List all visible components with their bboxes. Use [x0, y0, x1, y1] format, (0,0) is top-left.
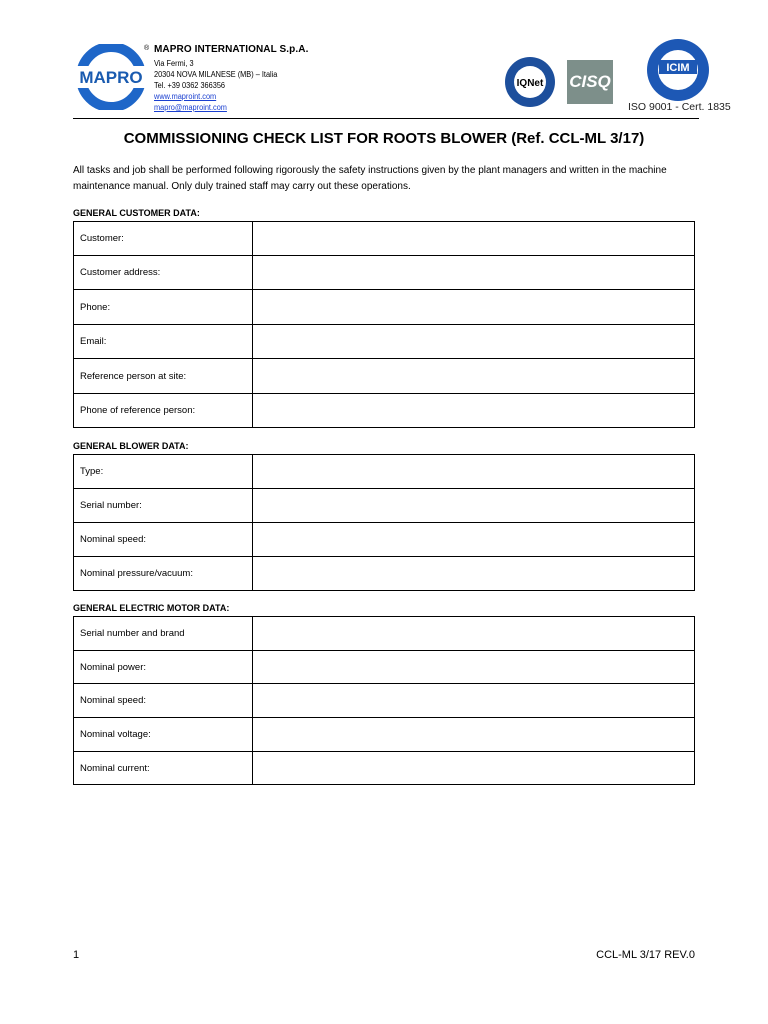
blower-section-title: GENERAL BLOWER DATA:: [73, 441, 189, 451]
customer-data-table: [73, 221, 695, 428]
table-row: [74, 617, 695, 651]
field-label: Nominal speed:: [74, 684, 253, 718]
email-input[interactable]: [253, 325, 695, 359]
iqnet-certified-icon: [504, 56, 556, 108]
table-row: [74, 455, 695, 489]
field-label: Email:: [74, 325, 253, 359]
company-name: MAPRO INTERNATIONAL S.p.A.: [154, 44, 309, 55]
blower-data-table: [73, 454, 695, 591]
field-label: Nominal speed:: [74, 523, 253, 557]
cisq-text: CISQ: [569, 72, 611, 91]
intro-paragraph: All tasks and job shall be performed following rigorously the safety instructions given by the plant managers and written in the machine maintenance manual. Only duly trained staff may carry out these operations.: [73, 165, 667, 192]
field-label: Phone of reference person:: [74, 394, 253, 428]
table-row: [74, 222, 695, 256]
motor-serial-input[interactable]: [253, 617, 695, 651]
table-row: [74, 290, 695, 325]
field-label: Nominal voltage:: [74, 718, 253, 752]
reference-phone-input[interactable]: [253, 394, 695, 428]
company-info: [154, 44, 308, 113]
phone-input[interactable]: [253, 290, 695, 325]
header-divider: [73, 118, 699, 119]
blower-pressure-input[interactable]: [253, 557, 695, 591]
field-label: Type:: [74, 455, 253, 489]
reference-person-input[interactable]: [253, 359, 695, 394]
svg-text:®: ®: [144, 45, 150, 52]
field-label: Serial number:: [74, 489, 253, 523]
table-row: [74, 752, 695, 785]
table-row: [74, 523, 695, 557]
icim-certified-icon: [637, 34, 719, 102]
motor-data-table: [73, 616, 695, 785]
table-row: [74, 651, 695, 684]
field-label: Phone:: [74, 290, 253, 325]
table-row: [74, 718, 695, 752]
motor-speed-input[interactable]: [253, 684, 695, 718]
cisq-badge: [567, 60, 613, 104]
field-label: Customer:: [74, 222, 253, 256]
motor-current-input[interactable]: [253, 752, 695, 785]
table-row: [74, 489, 695, 523]
motor-power-input[interactable]: [253, 651, 695, 684]
document-title: COMMISSIONING CHECK LIST FOR ROOTS BLOWER (Ref. CCL-ML 3/17): [123, 130, 645, 147]
customer-section-title: GENERAL CUSTOMER DATA:: [73, 208, 200, 218]
field-label: Nominal power:: [74, 651, 253, 684]
iqnet-badge: [504, 56, 556, 108]
table-row: [74, 394, 695, 428]
field-label: Serial number and brand: [74, 617, 253, 651]
website-link[interactable]: www.maproint.com: [154, 92, 217, 101]
blower-speed-input[interactable]: [253, 523, 695, 557]
table-row: [74, 359, 695, 394]
table-row: [74, 256, 695, 290]
email-link[interactable]: mapro@maproint.com: [154, 103, 227, 112]
table-row: [74, 325, 695, 359]
iqnet-text: IQNet: [516, 78, 544, 89]
logo-text: MAPRO: [79, 68, 143, 87]
mapro-logo: [72, 44, 150, 110]
page-number: 1: [73, 949, 80, 961]
address-line-1: Via Fermi, 3: [154, 59, 194, 68]
table-row: [74, 684, 695, 718]
icim-badge: [637, 34, 719, 102]
phone-line: Tel. +39 0362 366356: [154, 81, 226, 90]
blower-type-input[interactable]: [253, 455, 695, 489]
field-label: Reference person at site:: [74, 359, 253, 394]
mapro-logo-icon: [72, 44, 150, 110]
motor-section-title: GENERAL ELECTRIC MOTOR DATA:: [73, 603, 230, 613]
field-label: Nominal current:: [74, 752, 253, 785]
customer-input[interactable]: [253, 222, 695, 256]
customer-address-input[interactable]: [253, 256, 695, 290]
field-label: Customer address:: [74, 256, 253, 290]
motor-voltage-input[interactable]: [253, 718, 695, 752]
table-row: [74, 557, 695, 591]
address-line-2: 20304 NOVA MILANESE (MB) – Italia: [154, 70, 278, 79]
iso-certificate-caption: ISO 9001 - Cert. 1835: [628, 101, 731, 113]
field-label: Nominal pressure/vacuum:: [74, 557, 253, 591]
document-reference: CCL-ML 3/17 REV.0: [596, 949, 695, 961]
blower-serial-input[interactable]: [253, 489, 695, 523]
icim-text: ICIM: [666, 62, 690, 74]
